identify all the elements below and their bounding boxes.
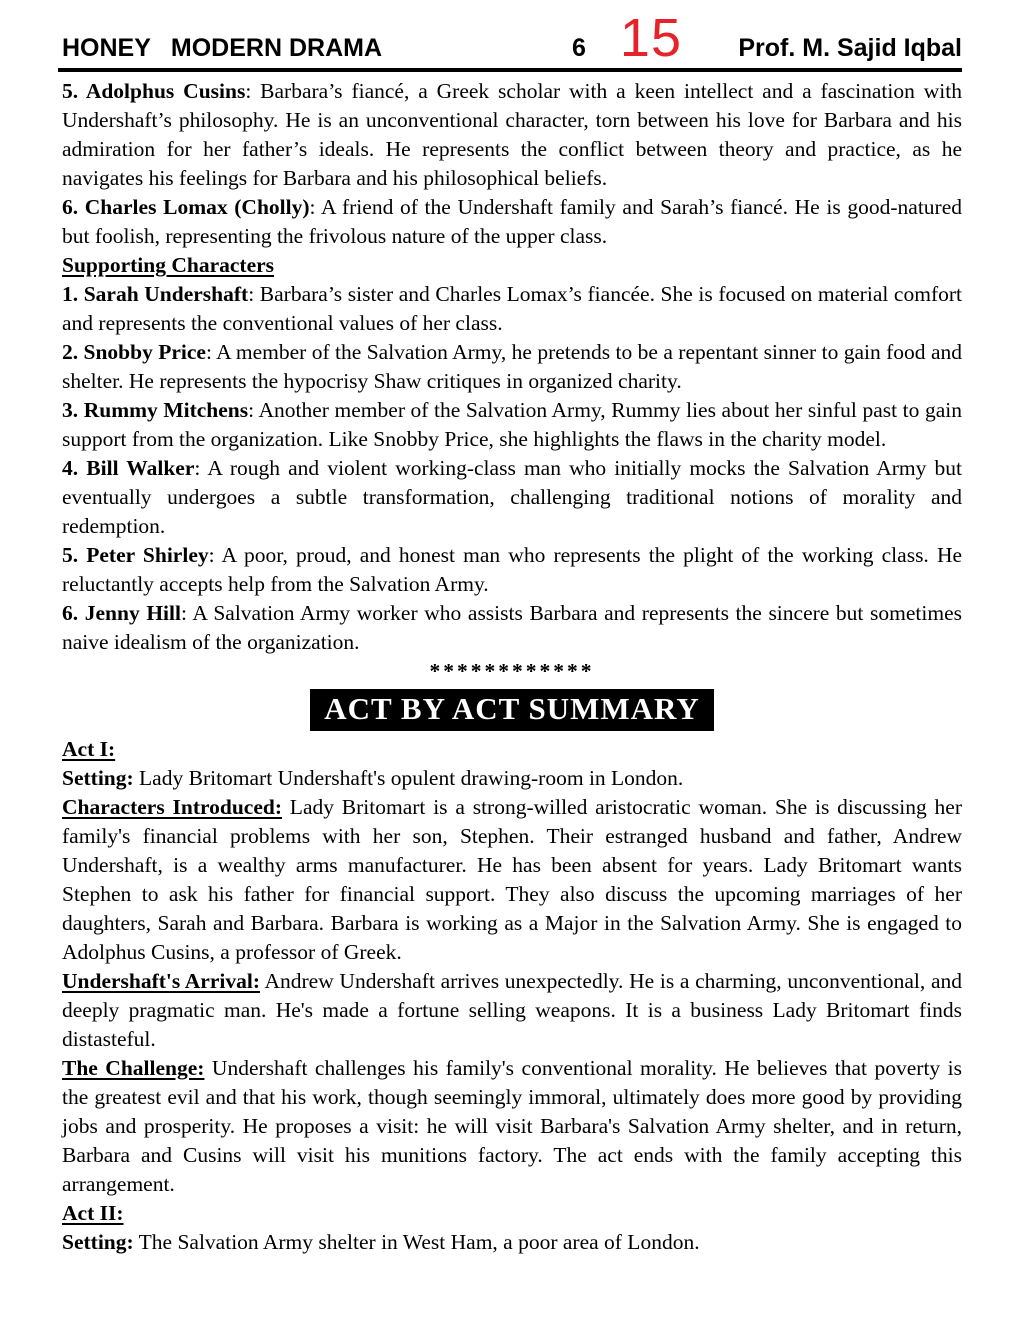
- document-paragraph: Setting: Lady Britomart Undershaft's opulent drawing-room in London.: [62, 765, 684, 790]
- paragraph-label: Undershaft's Arrival:: [62, 968, 260, 993]
- paragraph-label: Act I:: [62, 736, 116, 761]
- paragraph-label: 5. Adolphus Cusins: [62, 79, 246, 103]
- paragraph-label: Act II:: [62, 1200, 124, 1225]
- banner-row: [62, 689, 962, 731]
- paragraph-label: 2. Snobby Price: [62, 340, 206, 364]
- document-paragraph: 6. Charles Lomax (Cholly): A friend of the Undershaft family and Sarah’s fiancé. He is good-natured but foolish, representing the frivolous nature of the upper class.: [62, 195, 962, 248]
- paragraph-label: Setting:: [62, 1229, 134, 1254]
- document-paragraph: 5. Peter Shirley: A poor, proud, and honest man who represents the plight of the working class. He reluctantly accepts help from the Salvation Army.: [62, 543, 963, 596]
- header-page-number: 6: [572, 34, 586, 62]
- document-paragraph: Setting: The Salvation Army shelter in West Ham, a poor area of London.: [62, 1229, 700, 1254]
- paragraph-label: Setting:: [62, 765, 134, 790]
- paragraph-label: Characters Introduced:: [62, 794, 282, 819]
- header-brand: HONEY: [62, 34, 151, 62]
- document-paragraph: The Challenge: Undershaft challenges his family's conventional morality. He believes that poverty is the greatest evil and that his work, though seemingly immoral, ultimately does more good by providing jobs and prosperity. He proposes a visit: he will visit Barbara's Salvation Army shelter, and in return, Barbara and Cusins will visit his munitions factory. The act ends with the family accepting this arrangement.: [62, 1055, 962, 1196]
- section-heading: [62, 1199, 962, 1228]
- paragraph-label: The Challenge:: [62, 1055, 205, 1080]
- document-paragraph: 2. Snobby Price: A member of the Salvation Army, he pretends to be a repentant sinner to gain food and shelter. He represents the hypocrisy Shaw critiques in organized charity.: [62, 340, 962, 393]
- document-paragraph: 3. Rummy Mitchens: Another member of the Salvation Army, Rummy lies about her sinful past to gain support from the organization. Like Snobby Price, she highlights the flaws in the charity model.: [62, 398, 962, 451]
- document-body: [62, 72, 962, 1257]
- header-course-title: MODERN DRAMA: [170, 34, 383, 62]
- section-heading: [62, 735, 962, 764]
- paragraph-label: 6. Charles Lomax (Cholly): [62, 195, 310, 219]
- paragraph-label: 5. Peter Shirley: [62, 543, 209, 567]
- paragraph-label: Supporting Characters: [62, 253, 275, 277]
- header-sheet-number: 15: [619, 8, 682, 68]
- header-author: Prof. M. Sajid Iqbal: [738, 34, 962, 62]
- document-paragraph: 5. Adolphus Cusins: Barbara’s fiancé, a Greek scholar with a keen intellect and a fascination with Undershaft’s philosophy. He is an unconventional character, torn between his love for Barbara and his admiration for her father’s ideals. He represents the conflict between theory and practice, as he navigates his feelings for Barbara and his philosophical beliefs.: [62, 79, 962, 190]
- section-banner: ACT BY ACT SUMMARY: [310, 689, 713, 731]
- document-paragraph: 6. Jenny Hill: A Salvation Army worker who assists Barbara and represents the sincere but sometimes naive idealism of the organization.: [62, 601, 962, 654]
- document-paragraph: Undershaft's Arrival: Andrew Undershaft arrives unexpectedly. He is a charming, unconventional, and deeply pragmatic man. He's made a fortune selling weapons. It is a business Lady Britomart finds distasteful.: [62, 968, 962, 1051]
- paragraph-label: 1. Sarah Undershaft: [62, 282, 249, 306]
- document-paragraph: Characters Introduced: Lady Britomart is a strong-willed aristocratic woman. She is discussing her family's financial problems with her son, Stephen. Their estranged husband and father, Andrew Undershaft, is a wealthy arms manufacturer. He has been absent for years. Lady Britomart wants Stephen to ask his father for financial support. They also discuss the upcoming marriages of her daughters, Sarah and Barbara. Barbara is working as a Major in the Salvation Army. She is engaged to Adolphus Cusins, a professor of Greek.: [62, 794, 962, 964]
- document-paragraph: 1. Sarah Undershaft: Barbara’s sister and Charles Lomax’s fiancée. She is focused on material comfort and represents the conventional values of her class.: [62, 282, 962, 335]
- section-heading: [62, 251, 962, 280]
- document-paragraph: 4. Bill Walker: A rough and violent working-class man who initially mocks the Salvation Army but eventually undergoes a subtle transformation, challenging traditional notions of morality and redemption.: [62, 456, 963, 538]
- paragraph-label: 4. Bill Walker: [62, 456, 195, 480]
- asterisk-separator: ************: [429, 659, 595, 683]
- page-header: [62, 0, 962, 68]
- paragraph-label: 3. Rummy Mitchens: [62, 398, 249, 422]
- paragraph-label: 6. Jenny Hill: [62, 601, 181, 625]
